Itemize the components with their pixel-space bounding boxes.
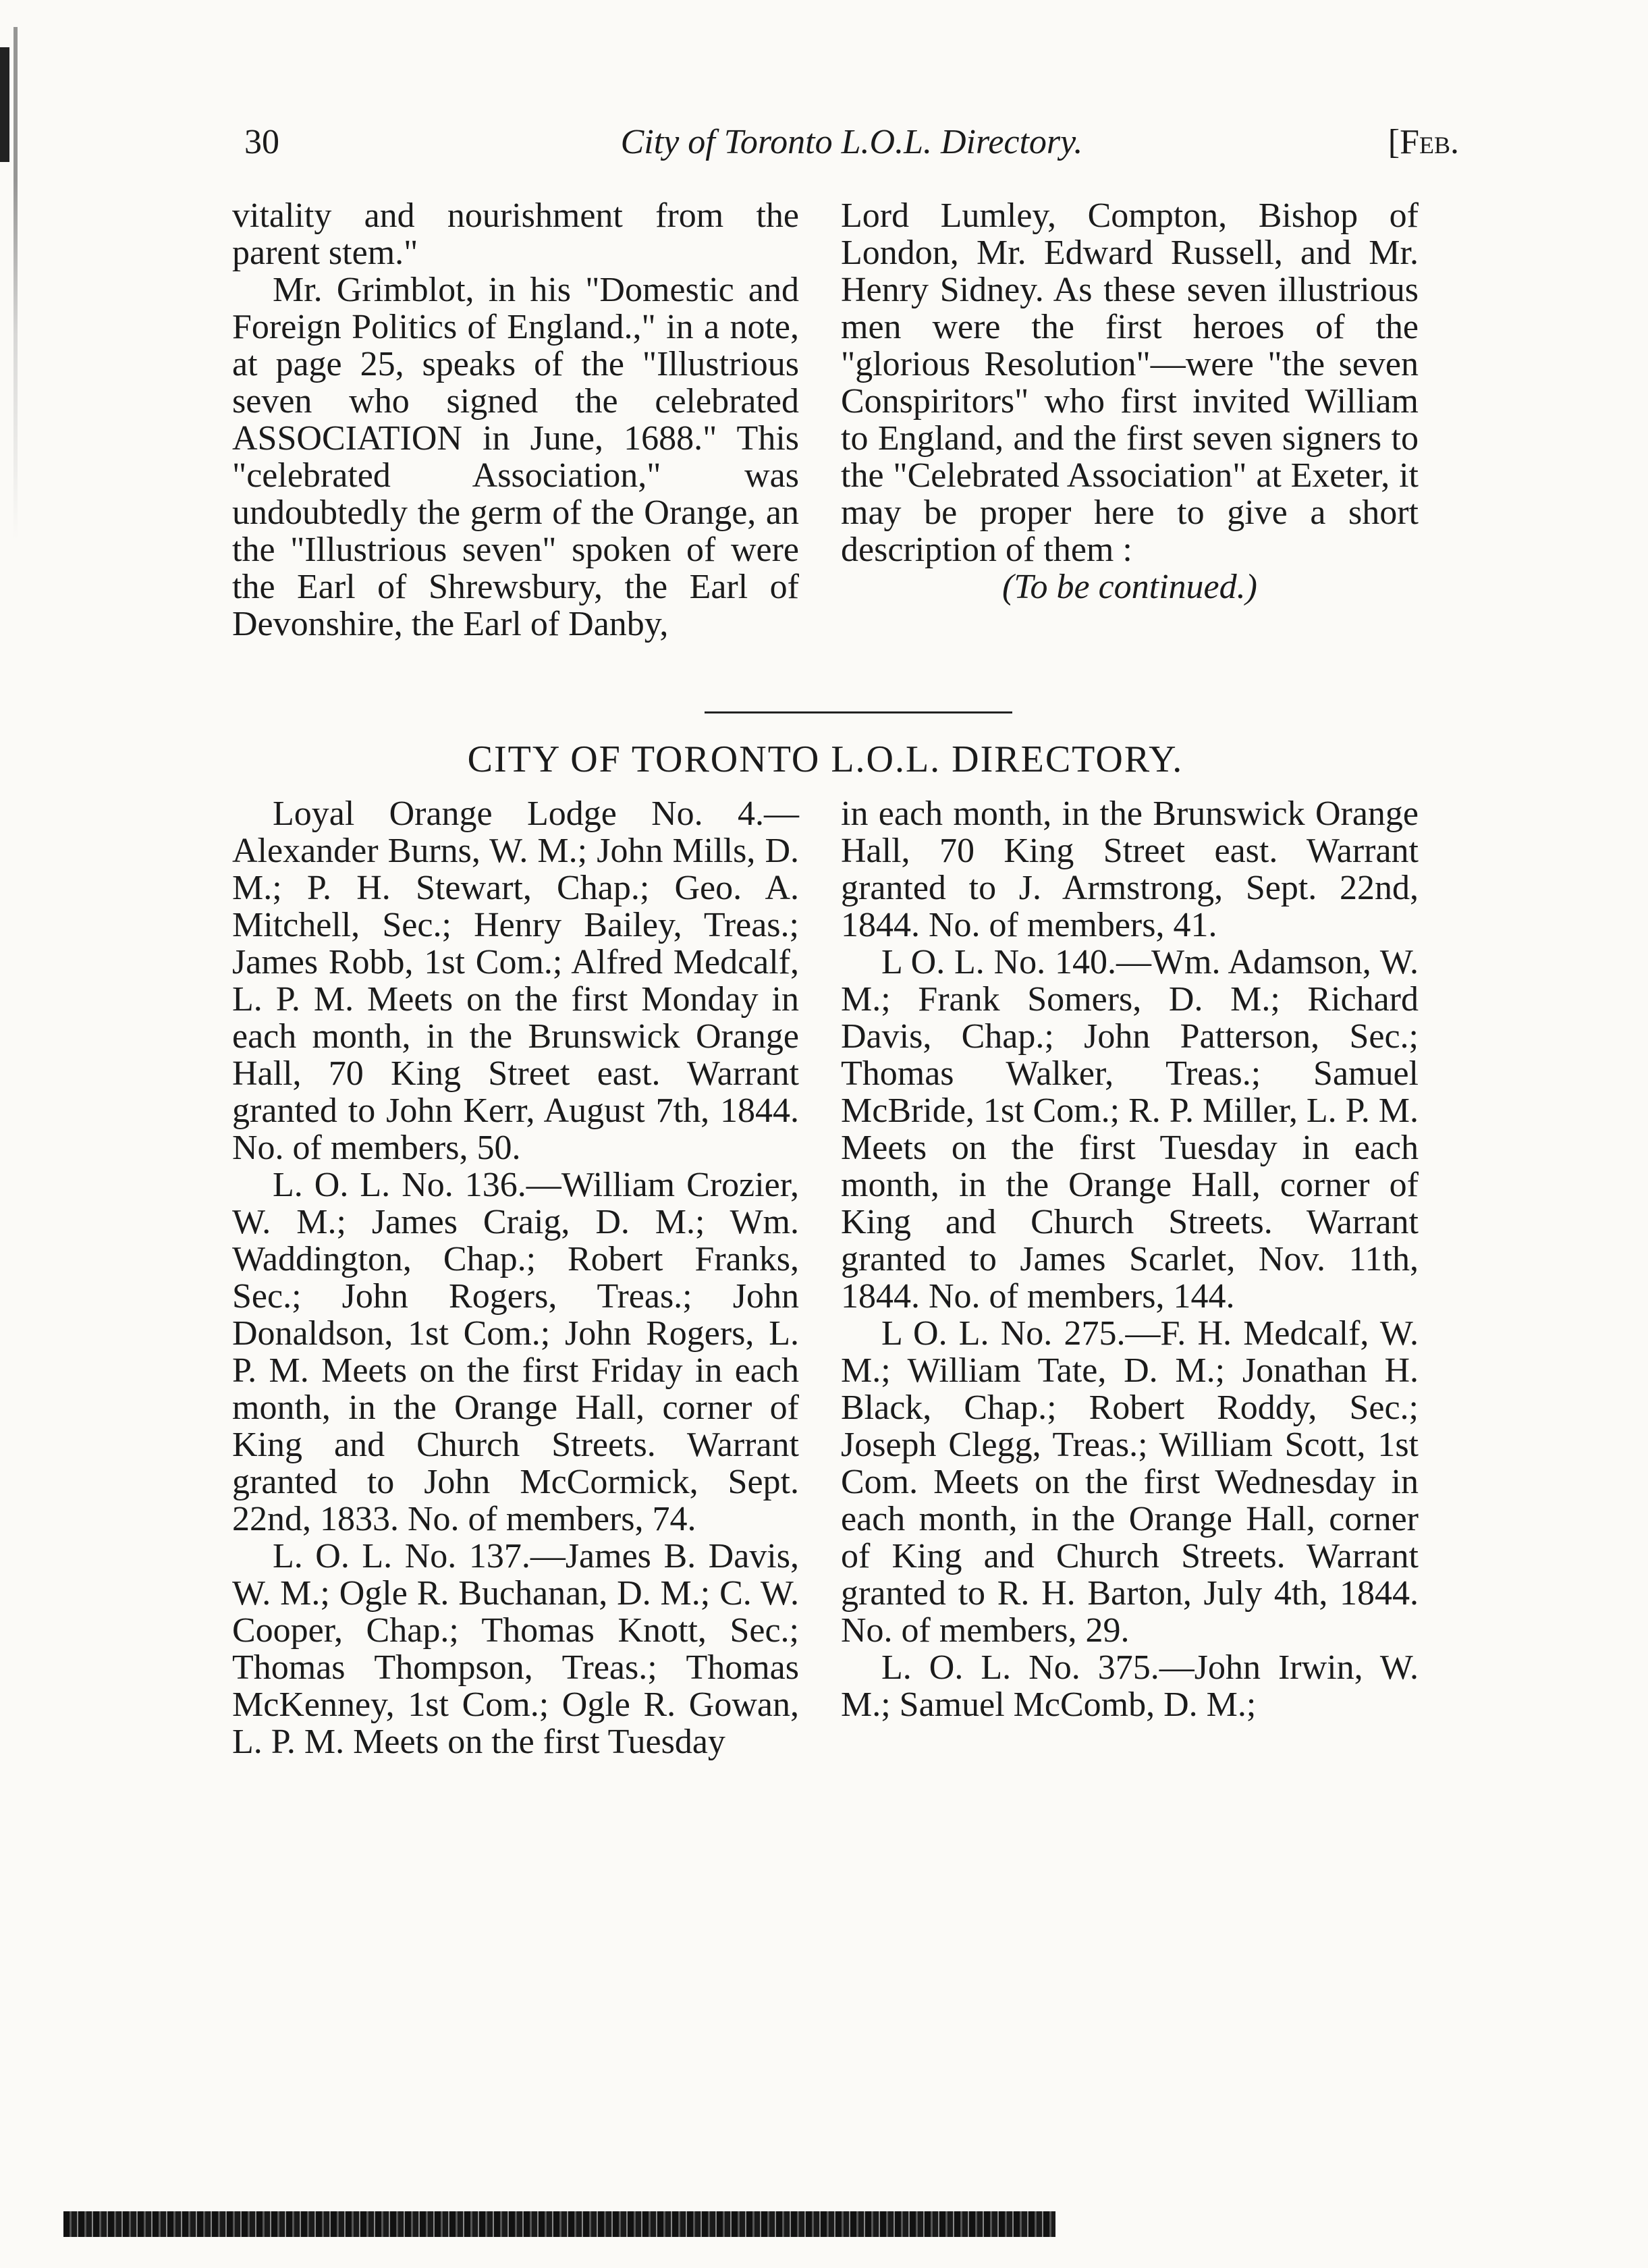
lodge-entry: L. O. L. No. 136.—William Crozier, W. M.; James Craig, D. M.; Wm. Waddington, Chap.; Robert Franks, Sec.; John Rogers, Treas.; John Donaldson, 1st Com.; John Rogers, L. P. M. Meets on the first Friday in each month, in the Orange Hall, corner of King and Church Streets. Warrant granted to John McCormick, Sept. 22nd, 1833. No. of members, 74. — [232, 1166, 799, 1538]
directory-right-column — [841, 795, 1419, 1723]
article-paragraph: Lord Lumley, Compton, Bishop of London, Mr. Edward Russell, and Mr. Henry Sidney. As these seven illustrious men were the first heroes of the "glorious Resolution"—were "the seven Conspiritors" who first invited William to England, and the first seven signers to the "Celebrated Association" at Exeter, it may be proper here to give a short description of them : — [841, 196, 1419, 569]
article-paragraph: Mr. Grimblot, in his "Domestic and Foreign Politics of England.," in a note, at page 25, speaks of the "Illustrious seven who signed the celebrated ASSOCIATION in June, 1688." This "celebrated Association," was undoubtedly the germ of the Orange, an the "Illustrious seven" spoken of were the Earl of Shrewsbury, the Earl of Devonshire, the Earl of Danby, — [232, 271, 799, 643]
page-shadow-edge — [13, 27, 18, 540]
lodge-entry: L. O. L. No. 375.—John Irwin, W. M.; Samuel McComb, D. M.; — [841, 1648, 1419, 1724]
directory-left-column — [232, 795, 799, 1760]
section-divider — [705, 711, 1012, 713]
article-right-column — [841, 197, 1419, 605]
lodge-entry: in each month, in the Brunswick Orange Hall, 70 King Street east. Warrant granted to J. Armstrong, Sept. 22nd, 1844. No. of members, 41. — [841, 794, 1419, 944]
lodge-entry: Loyal Orange Lodge No. 4.— Alexander Burns, W. M.; John Mills, D. M.; P. H. Stewart, Chap.; Geo. A. Mitchell, Sec.; Henry Bailey, Treas.; James Robb, 1st Com.; Alfred Medcalf, L. P. M. Meets on the first Monday in each month, in the Brunswick Orange Hall, 70 King Street east. Warrant granted to John Kerr, August 7th, 1844. No. of members, 50. — [232, 794, 799, 1167]
article-left-column — [232, 197, 799, 643]
scan-artifact-bar — [63, 2211, 1055, 2237]
continued-note: (To be continued.) — [1002, 568, 1257, 606]
running-title: City of Toronto L.O.L. Directory. — [620, 123, 1083, 161]
article-paragraph: vitality and nourishment from the parent stem." — [232, 196, 799, 272]
lodge-entry: L. O. L. No. 137.—James B. Davis, W. M.; Ogle R. Buchanan, D. M.; C. W. Cooper, Chap.; Thomas Knott, Sec.; Thomas Thompson, Treas.; Thomas McKenney, 1st Com.; Ogle R. Gowan, L. P. M. Meets on the first Tuesday — [232, 1537, 799, 1761]
directory-title: CITY OF TORONTO L.O.L. DIRECTORY. — [467, 738, 1184, 780]
lodge-entry: L O. L. No. 140.—Wm. Adamson, W. M.; Frank Somers, D. M.; Richard Davis, Chap.; John Patterson, Sec.; Thomas Walker, Treas.; Samuel McBride, 1st Com.; R. P. Miller, L. P. M. Meets on the first Tuesday in each month, in the Orange Hall, corner of King and Church Streets. Warrant granted to James Scarlet, Nov. 11th, 1844. No. of members, 144. — [841, 943, 1419, 1316]
page-binding-edge — [0, 47, 9, 162]
running-head — [244, 119, 1459, 166]
lodge-entry: L O. L. No. 275.—F. H. Medcalf, W. M.; William Tate, D. M.; Jonathan H. Black, Chap.; Robert Roddy, Sec.; Joseph Clegg, Treas.; William Scott, 1st Com. Meets on the first Wednesday in each month, in the Orange Hall, corner of King and Church Streets. Warrant granted to R. H. Barton, July 4th, 1844. No. of members, 29. — [841, 1314, 1419, 1650]
running-month: [Feb. — [1388, 123, 1459, 161]
page-number: 30 — [244, 123, 279, 161]
